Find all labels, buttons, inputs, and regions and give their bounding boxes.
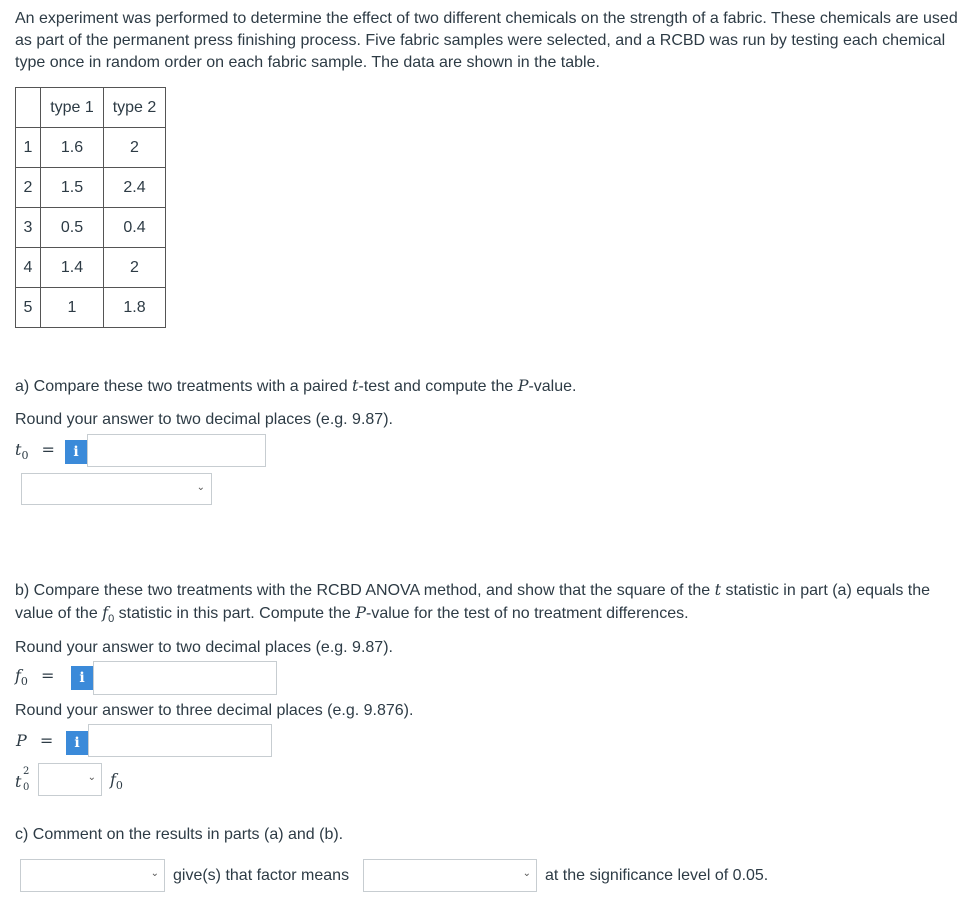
table-row [16,168,166,208]
table-cell: 1 [16,128,41,168]
problem-statement: An experiment was performed to determine the effect of two different chemicals on the strength of a fabric. These chemicals are used as part of the permanent press finishing process. Five fabric samples were selected, and a RCBD was run by testing each chemical type once in random order on each fabric sample. The data are shown in the table. [15,10,958,71]
table-row [16,248,166,288]
part-c-end-text: at the significance level of 0.05. [545,867,769,884]
table-header-type1: type 1 [41,88,104,128]
table-cell: 1.4 [41,248,104,288]
p-label: P = [16,731,54,750]
data-table [15,87,166,328]
part-c-question: c) Comment on the results in parts (a) and (b). [15,826,344,843]
part-a-round-instruction: Round your answer to two decimal places (e.g. 9.87). [15,411,393,428]
table-cell: 2 [104,248,166,288]
table-cell: 2 [104,128,166,168]
table-cell: 1.6 [41,128,104,168]
f0-label: $f_0$ = [15,666,55,689]
table-cell: 1 [41,288,104,328]
table-header-row [16,88,166,128]
table-cell: 0.4 [104,208,166,248]
table-cell: 2.4 [104,168,166,208]
chevron-down-icon: ⌄ [522,868,531,879]
part-b-round-p-instruction: Round your answer to three decimal places (e.g. 9.876). [15,702,414,719]
chevron-down-icon: ⌄ [196,482,205,493]
conclusion-dropdown[interactable] [20,859,165,892]
part-b-question: b) Compare these two treatments with the RCBD ANOVA method, and show that the square of the t statistic in part (a) equals the value of the $f_0$ statistic in this part. Compute the P-value for the test of no treatment differences. [15,580,931,626]
table-row [16,288,166,328]
info-icon[interactable]: i [65,440,87,464]
f0-compare-label: $f_0$ [110,770,123,793]
part-a-dropdown[interactable] [21,473,212,505]
info-icon[interactable]: i [71,666,93,690]
table-row [16,128,166,168]
table-header-corner [16,88,41,128]
t0-input[interactable] [87,434,266,467]
info-icon[interactable]: i [66,731,88,755]
table-cell: 1.8 [104,288,166,328]
p-value-input[interactable] [88,724,272,757]
table-cell: 0.5 [41,208,104,248]
table-cell: 1.5 [41,168,104,208]
chevron-down-icon: ⌄ [87,772,96,783]
table-cell: 4 [16,248,41,288]
difference-dropdown[interactable] [363,859,537,892]
table-row [16,208,166,248]
table-cell: 2 [16,168,41,208]
compare-operator-dropdown[interactable] [38,763,102,796]
chevron-down-icon: ⌄ [150,868,159,879]
part-c-mid-text: give(s) that factor means [173,867,350,884]
part-a-question: a) Compare these two treatments with a paired t-test and compute the P-value. [15,376,577,395]
part-b-round-f-instruction: Round your answer to two decimal places (e.g. 9.87). [15,639,393,656]
table-cell: 5 [16,288,41,328]
table-header-type2: type 2 [104,88,166,128]
t0-squared-label: t 2 0 [15,766,30,793]
table-cell: 3 [16,208,41,248]
t0-label: $t_0$ = [15,440,55,463]
f0-input[interactable] [93,661,277,695]
